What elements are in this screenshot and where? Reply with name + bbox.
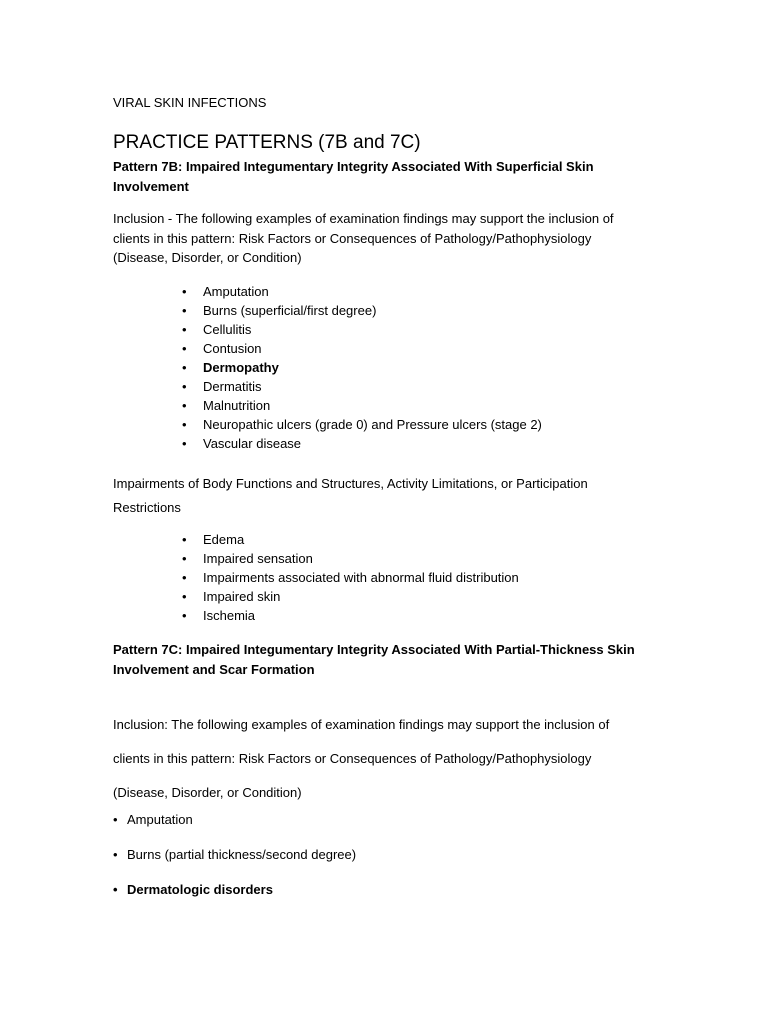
list-item: • Burns (partial thickness/second degree) bbox=[113, 847, 357, 862]
bullet-icon: • bbox=[182, 322, 187, 337]
bullet-icon: • bbox=[182, 284, 187, 299]
pattern-7c-heading-line: Involvement and Scar Formation bbox=[113, 661, 315, 677]
pattern-7b-heading-line: Pattern 7B: Impaired Integumentary Integrity Associated With Superficial Skin bbox=[113, 159, 594, 174]
section-label: VIRAL SKIN INFECTIONS bbox=[113, 95, 267, 110]
pattern-7b-impairment-list bbox=[182, 530, 519, 625]
pattern-7c-inclusion-paragraph bbox=[113, 708, 609, 810]
bullet-icon: • bbox=[182, 417, 187, 432]
list-item: • Edema bbox=[182, 532, 245, 547]
list-item: • Contusion bbox=[182, 341, 262, 356]
page-title: PRACTICE PATTERNS (7B and 7C) bbox=[113, 132, 421, 153]
bullet-icon: • bbox=[113, 882, 118, 897]
paragraph-line: Inclusion: The following examples of examination findings may support the inclusion of bbox=[113, 717, 610, 732]
bullet-icon: • bbox=[182, 303, 187, 318]
bullet-icon: • bbox=[113, 847, 118, 862]
list-item: • Vascular disease bbox=[182, 436, 302, 451]
list-item: • Impairments associated with abnormal fluid distribution bbox=[182, 570, 519, 585]
pattern-7b-heading-line: Involvement bbox=[113, 178, 189, 194]
paragraph-line: Restrictions bbox=[113, 500, 181, 515]
list-item: • Amputation bbox=[182, 284, 269, 299]
bullet-icon: • bbox=[182, 436, 187, 451]
paragraph-line: clients in this pattern: Risk Factors or Consequences of Pathology/Pathophysiology bbox=[113, 751, 592, 766]
list-item: • Burns (superficial/first degree) bbox=[182, 303, 377, 318]
paragraph-line: (Disease, Disorder, or Condition) bbox=[113, 250, 302, 265]
pattern-7b-risk-list bbox=[182, 282, 542, 453]
bullet-icon: • bbox=[182, 341, 187, 356]
pattern-7c-heading-line: Pattern 7C: Impaired Integumentary Integrity Associated With Partial-Thickness Skin bbox=[113, 642, 635, 657]
bullet-icon: • bbox=[182, 379, 187, 394]
bullet-icon: • bbox=[182, 532, 187, 547]
paragraph-line: Impairments of Body Functions and Structures, Activity Limitations, or Participation bbox=[113, 476, 588, 491]
bullet-icon: • bbox=[182, 589, 187, 604]
list-item: • Dermopathy bbox=[182, 360, 279, 375]
bullet-icon: • bbox=[113, 812, 118, 827]
list-item: • Dermatologic disorders bbox=[113, 882, 273, 897]
pattern-7b-heading bbox=[113, 157, 594, 196]
list-item: • Cellulitis bbox=[182, 322, 252, 337]
paragraph-line: Inclusion - The following examples of examination findings may support the inclusion of bbox=[113, 211, 614, 226]
paragraph-line: (Disease, Disorder, or Condition) bbox=[113, 785, 302, 800]
bullet-icon: • bbox=[182, 398, 187, 413]
list-item: • Amputation bbox=[113, 812, 193, 827]
list-item: • Neuropathic ulcers (grade 0) and Pressure ulcers (stage 2) bbox=[182, 417, 542, 432]
paragraph-line: clients in this pattern: Risk Factors or Consequences of Pathology/Pathophysiology bbox=[113, 230, 592, 246]
bullet-icon: • bbox=[182, 608, 187, 623]
list-item: • Impaired sensation bbox=[182, 551, 313, 566]
list-item: • Ischemia bbox=[182, 608, 256, 623]
list-item: • Impaired skin bbox=[182, 589, 281, 604]
bullet-icon: • bbox=[182, 360, 187, 375]
list-item: • Malnutrition bbox=[182, 398, 271, 413]
pattern-7c-heading bbox=[113, 640, 635, 679]
pattern-7b-inclusion-paragraph bbox=[113, 209, 614, 268]
pattern-7b-impairments-paragraph bbox=[113, 472, 588, 520]
list-item: • Dermatitis bbox=[182, 379, 262, 394]
bullet-icon: • bbox=[182, 551, 187, 566]
bullet-icon: • bbox=[182, 570, 187, 585]
